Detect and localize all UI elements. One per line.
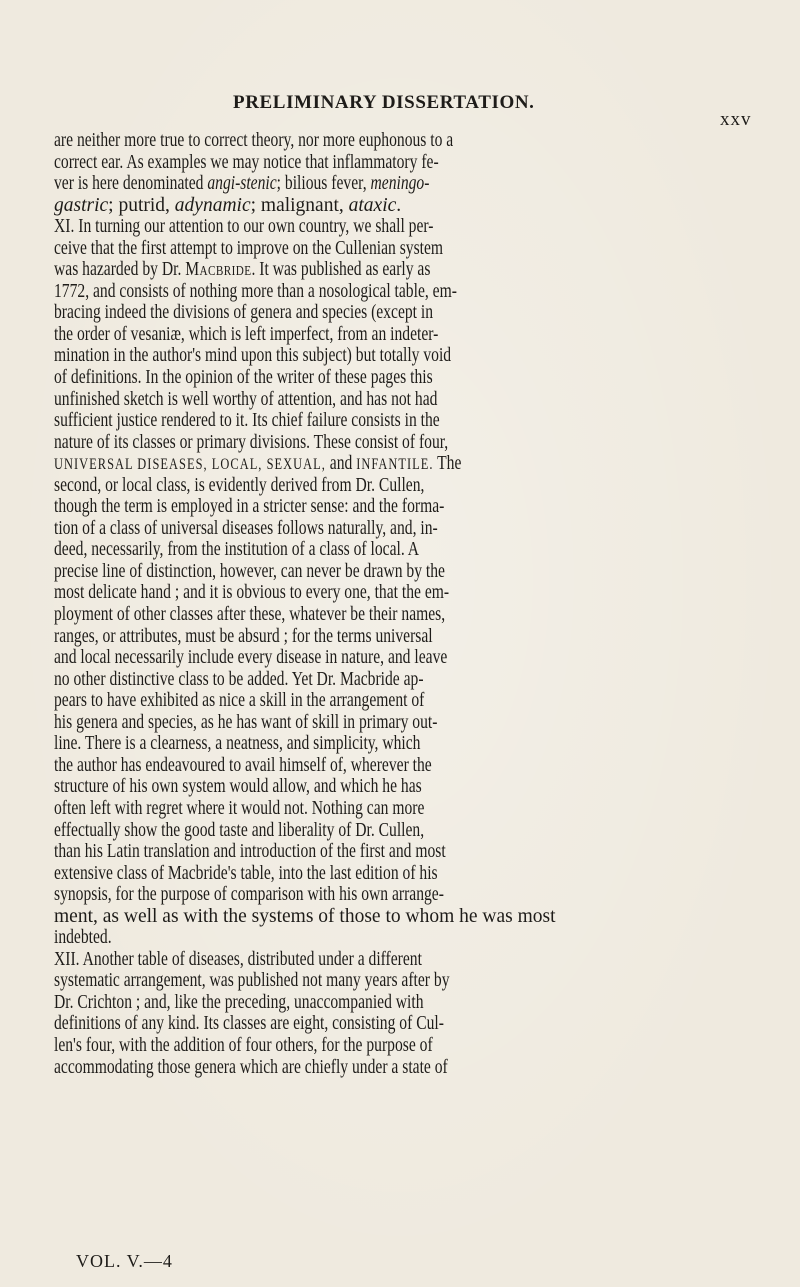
text-line: ver is here denominated angi-stenic; bilious fever, meningo- <box>54 173 430 195</box>
text-line: XI. In turning our attention to our own country, we shall per- <box>54 216 434 238</box>
text-line: most delicate hand ; and it is obvious to every one, that the em- <box>54 582 450 604</box>
text-line: nature of its classes or primary divisions. These consist of four, <box>54 431 449 453</box>
text-line: mination in the author's mind upon this subject) but totally void <box>54 345 452 367</box>
text-line: Dr. Crichton ; and, like the preceding, unaccompanied with <box>54 991 424 1013</box>
text-line: accommodating those genera which are chiefly under a state of <box>54 1056 448 1078</box>
text-line: unfinished sketch is well worthy of attention, and has not had <box>54 388 438 410</box>
text-line: effectually show the good taste and liberality of Dr. Cullen, <box>54 819 425 841</box>
text-line: line. There is a clearness, a neatness, and simplicity, which <box>54 733 421 755</box>
text-line: was hazarded by Dr. Macbride. It was published as early as <box>54 259 431 281</box>
text-line: second, or local class, is evidently derived from Dr. Cullen, <box>54 474 425 496</box>
text-line: synopsis, for the purpose of comparison with his own arrange- <box>54 884 444 906</box>
text-line: often left with regret where it would not. Nothing can more <box>54 797 425 819</box>
text-line: len's four, with the addition of four others, for the purpose of <box>54 1034 433 1056</box>
text-line: his genera and species, as he has want of skill in primary out- <box>54 711 438 733</box>
text-line: ployment of other classes after these, whatever be their names, <box>54 604 446 626</box>
text-line: tion of a class of universal diseases follows naturally, and, in- <box>54 517 438 539</box>
text-line: pears to have exhibited as nice a skill in the arrangement of <box>54 690 425 712</box>
page-number: xxv <box>720 109 752 130</box>
text-line: than his Latin translation and introduction of the first and most <box>54 841 446 863</box>
text-line: the author has endeavoured to avail himself of, wherever the <box>54 754 432 776</box>
text-line: bracing indeed the divisions of genera and species (except in <box>54 302 434 324</box>
text-line: no other distinctive class to be added. Yet Dr. Macbride ap- <box>54 668 424 690</box>
text-line: indebted. <box>54 927 112 949</box>
text-line: structure of his own system would allow, and which he has <box>54 776 422 798</box>
body-text <box>54 130 800 1078</box>
text-line: UNIVERSAL DISEASES, LOCAL, SEXUAL, and INFANTILE. The <box>54 453 462 475</box>
text-line: though the term is employed in a stricter sense: and the forma- <box>54 496 445 518</box>
text-line: of definitions. In the opinion of the writer of these pages this <box>54 367 433 389</box>
signature-mark: VOL. V.—4 <box>76 1251 173 1271</box>
text-line: gastric; putrid, adynamic; malignant, ataxic. <box>54 194 402 216</box>
text-line: definitions of any kind. Its classes are eight, consisting of Cul- <box>54 1013 444 1035</box>
text-line: ranges, or attributes, must be absurd ; for the terms universal <box>54 625 433 647</box>
text-line: and local necessarily include every disease in nature, and leave <box>54 647 448 669</box>
text-line: XII. Another table of diseases, distributed under a different <box>54 948 422 970</box>
text-line: sufficient justice rendered to it. Its chief failure consists in the <box>54 410 440 432</box>
text-line: systematic arrangement, was published not many years after by <box>54 970 450 992</box>
text-line: the order of vesaniæ, which is left imperfect, from an indeter- <box>54 323 439 345</box>
text-line: extensive class of Macbride's table, into the last edition of his <box>54 862 438 884</box>
text-line: precise line of distinction, however, can never be drawn by the <box>54 560 445 582</box>
text-line: ceive that the first attempt to improve on the Cullenian system <box>54 237 444 259</box>
text-line: deed, necessarily, from the institution of a class of local. A <box>54 539 420 561</box>
running-head <box>0 92 800 130</box>
text-line: are neither more true to correct theory, nor more euphonous to a <box>54 130 454 151</box>
running-title: PRELIMINARY DISSERTATION. <box>233 92 535 113</box>
text-line: ment, as well as with the systems of those to whom he was most <box>54 905 556 927</box>
text-line: 1772, and consists of nothing more than a nosological table, em- <box>54 280 457 302</box>
text-line: correct ear. As examples we may notice that inflammatory fe- <box>54 151 439 173</box>
